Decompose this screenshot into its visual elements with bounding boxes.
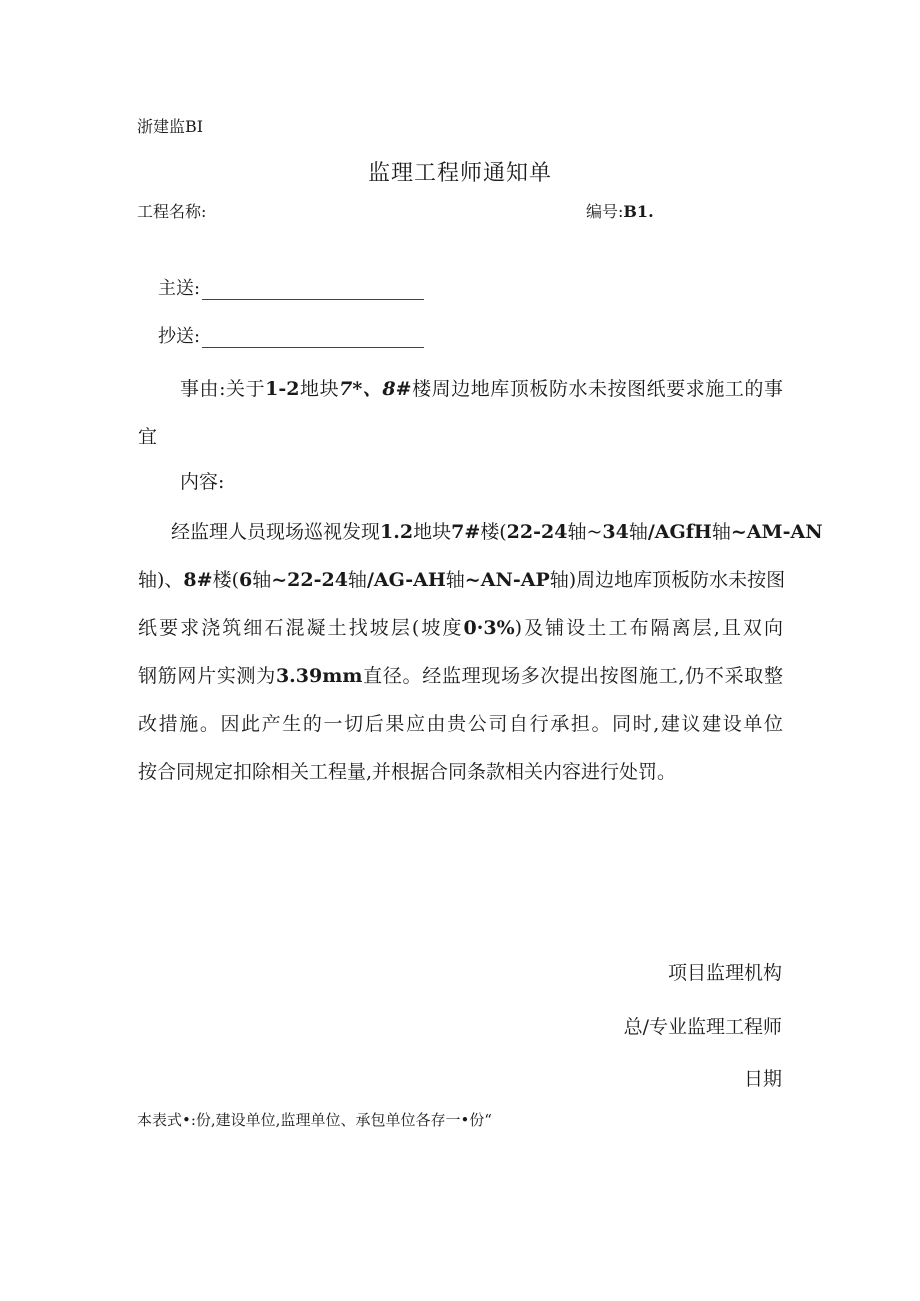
content-text: /AG-AH [366,569,446,591]
content-text: 地块 [413,521,452,543]
content-text: 楼( [480,521,507,543]
content-text: 34 [602,521,629,543]
main-recipient-field [202,279,424,300]
content-line [138,556,786,604]
content-text: 22-24 [506,521,568,543]
content-text: 直径。经监理现场多次提出按图施工,仍不采取整 [362,665,783,687]
subject-line-2: 宜 [138,426,158,448]
content-line [138,652,783,700]
content-line [138,604,783,652]
content-text: 轴 [445,569,465,591]
subject-line-1 [138,365,783,413]
content-line [138,748,783,796]
content-text: 轴 [347,569,367,591]
content-text: 轴)周边地库顶板防水未按图 [549,569,786,591]
content-text: /AGfH [647,521,712,543]
subject-text: 1-2 [265,378,300,400]
supervision-org-label: 项目监理机构 [667,962,782,984]
page-title: 监理工程师通知单 [367,161,552,186]
subject-text: 关于 [225,378,266,400]
content-text: 3.39mm [275,665,363,687]
content-line [138,700,783,748]
content-text: 7# [451,521,481,543]
main-recipient-label: 主送: [158,278,201,299]
content-text: 轴~ [567,521,603,543]
subject-text: 地块 [299,378,340,400]
document-number-label: 编号: [586,202,624,221]
subject-block [138,365,783,461]
date-label: 日期 [743,1068,782,1090]
content-text: 经监理人员现场巡视发现 [171,521,381,543]
project-name-label: 工程名称: [137,202,207,221]
footnote: 本表式•:份,建设单位,监理单位、承包单位各存一•份“ [137,1111,492,1129]
content-body [138,508,823,796]
content-text: 改措施。因此产生的一切后果应由贵公司自行承担。同时,建议建设单位 [138,713,783,735]
document-number-value: B1. [623,202,654,221]
content-text: 钢筋网片实测为 [138,665,276,687]
document-number [586,199,654,222]
content-text: 轴)、 [138,569,184,591]
content-text: )及铺设土工布隔离层,且双向 [514,617,783,639]
cc-recipient-field [202,327,424,348]
subject-label: 事由: [180,378,226,400]
content-text: 1.2 [380,521,414,543]
subject-text: 7*、8# [339,378,412,400]
content-text: ~22-24 [271,569,348,591]
content-text: 纸要求浇筑细石混凝土找坡层(坡度 [138,617,464,639]
supervising-engineer-label: 总/专业监理工程师 [623,1016,782,1038]
content-text: 按合同规定扣除相关工程量,并根据合同条款相关内容进行处罚。 [138,761,677,783]
content-line [138,508,823,556]
form-code: 浙建监BI [137,117,204,136]
content-text: 8# [183,569,213,591]
content-text: 0·3% [463,617,515,639]
cc-recipient-label: 抄送: [158,326,201,347]
content-label: 内容: [180,471,225,493]
content-text: ~AN-AP [464,569,550,591]
content-text: 轴 [628,521,648,543]
main-recipient-row [158,274,424,300]
content-text: 楼( [212,569,239,591]
subject-text: 楼周边地库顶板防水未按图纸要求施工的事 [411,378,783,400]
content-text: 轴 [711,521,731,543]
content-text: 轴 [252,569,272,591]
content-text: 6 [238,569,253,591]
content-text: ~AM-AN [730,521,823,543]
cc-recipient-row [158,322,424,348]
